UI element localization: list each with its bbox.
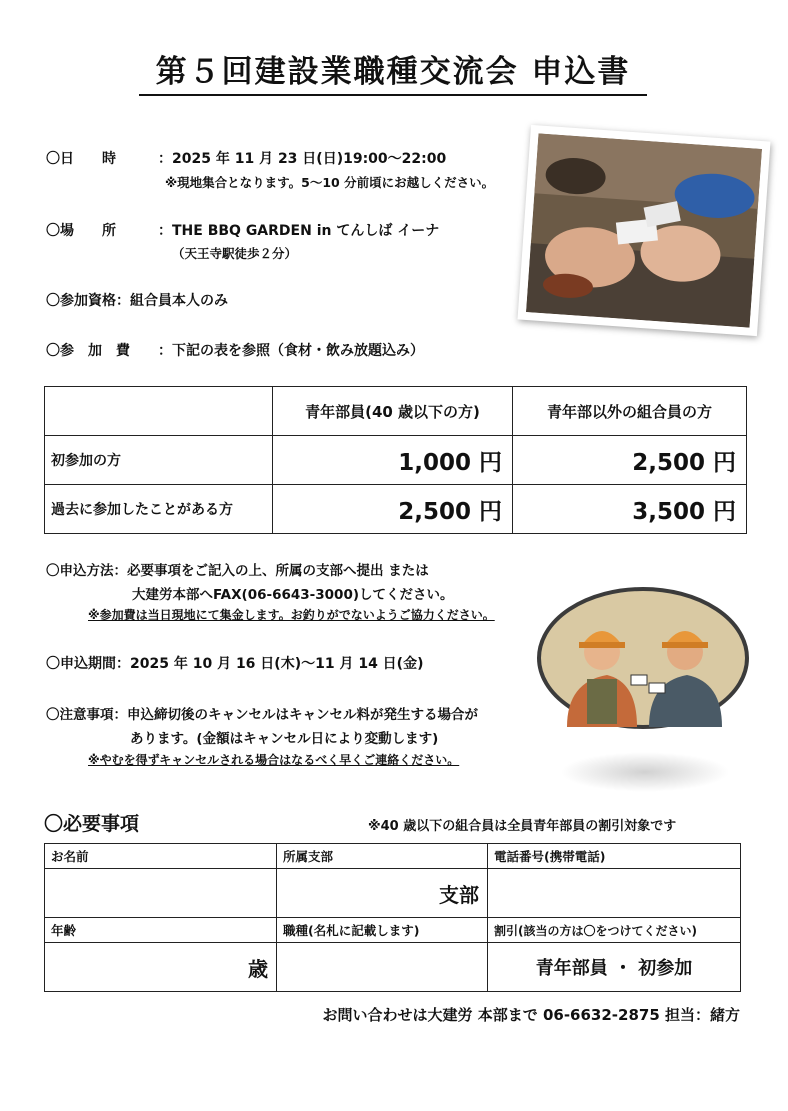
name-field[interactable] (45, 869, 277, 918)
phone-label: 電話番号(携帯電話) (488, 844, 741, 869)
venue-note: （天王寺駅徒歩２分） (172, 246, 298, 261)
event-photo (517, 125, 770, 336)
branch-suffix: 支部 (439, 882, 479, 907)
workers-illustration (537, 587, 749, 729)
age-field[interactable] (45, 943, 277, 992)
branch-label: 所属支部 (277, 844, 488, 869)
apply-method-line1: 〇申込方法：必要事項をご記入の上、所属の支部へ提出 または (46, 563, 429, 579)
job-label: 職種(名札に記載します) (277, 918, 488, 943)
fee-table (44, 386, 747, 534)
age-suffix: 歳 (248, 956, 268, 981)
fee-cell: 2,500 円 (513, 436, 747, 485)
notes-line2: あります。(金額はキャンセル日により変動します) (130, 731, 439, 747)
branch-field[interactable] (277, 869, 488, 918)
name-label: お名前 (45, 844, 277, 869)
fee-row-label: 過去に参加したことがある方 (45, 485, 273, 534)
fee-cell: 2,500 円 (273, 485, 513, 534)
application-form (44, 843, 741, 992)
venue-value: ：THE BBQ GARDEN in てんしば イーナ (158, 223, 440, 239)
fee-header-youth: 青年部員(40 歳以下の方) (273, 387, 513, 436)
fee-label: 〇参 加 費 (46, 343, 130, 359)
fee-cell: 3,500 円 (513, 485, 747, 534)
datetime-value: ：2025 年 11 月 23 日(日)19:00～22:00 (158, 151, 447, 167)
apply-method-line2: 大建労本部へFAX(06-6643-3000)してください。 (132, 587, 454, 603)
phone-field[interactable] (488, 869, 741, 918)
required-heading: 〇必要事項 (44, 813, 140, 835)
notes-line1: 〇注意事項：申込締切後のキャンセルはキャンセル料が発生する場合が (46, 707, 478, 723)
datetime-note: ※現地集合となります。5～10 分前頃にお越しください。 (165, 175, 495, 190)
datetime-label: 〇日 時 (46, 151, 116, 167)
discount-options: 青年部員 ・ 初参加 (535, 958, 693, 979)
notes-warning: ※やむを得ずキャンセルされる場合はなるべく早くご連絡ください。 (88, 753, 460, 767)
apply-method-note: ※参加費は当日現地にて集金します。お釣りがでないようご協力ください。 (88, 608, 495, 622)
eligibility: 〇参加資格：組合員本人のみ (46, 293, 228, 309)
fee-table-corner (45, 387, 273, 436)
venue-label: 〇場 所 (46, 223, 116, 239)
contact-info: お問い合わせは大建労 本部まで 06-6632-2875 担当：緒方 (322, 1006, 740, 1024)
discount-field[interactable] (488, 943, 741, 992)
fee-value: ：下記の表を参照（食材・飲み放題込み） (158, 343, 424, 359)
fee-cell: 1,000 円 (273, 436, 513, 485)
age-label: 年齢 (45, 918, 277, 943)
page-title: 第５回建設業職種交流会 申込書 (139, 52, 647, 96)
fee-header-other: 青年部以外の組合員の方 (513, 387, 747, 436)
required-note: ※40 歳以下の組合員は全員青年部員の割引対象です (368, 819, 677, 834)
illustration-shadow (560, 752, 730, 792)
apply-period: 〇申込期間：2025 年 10 月 16 日(木)～11 月 14 日(金) (46, 656, 424, 672)
discount-label: 割引(該当の方は〇をつけてください) (488, 918, 741, 943)
job-field[interactable] (277, 943, 488, 992)
fee-row-label: 初参加の方 (45, 436, 273, 485)
